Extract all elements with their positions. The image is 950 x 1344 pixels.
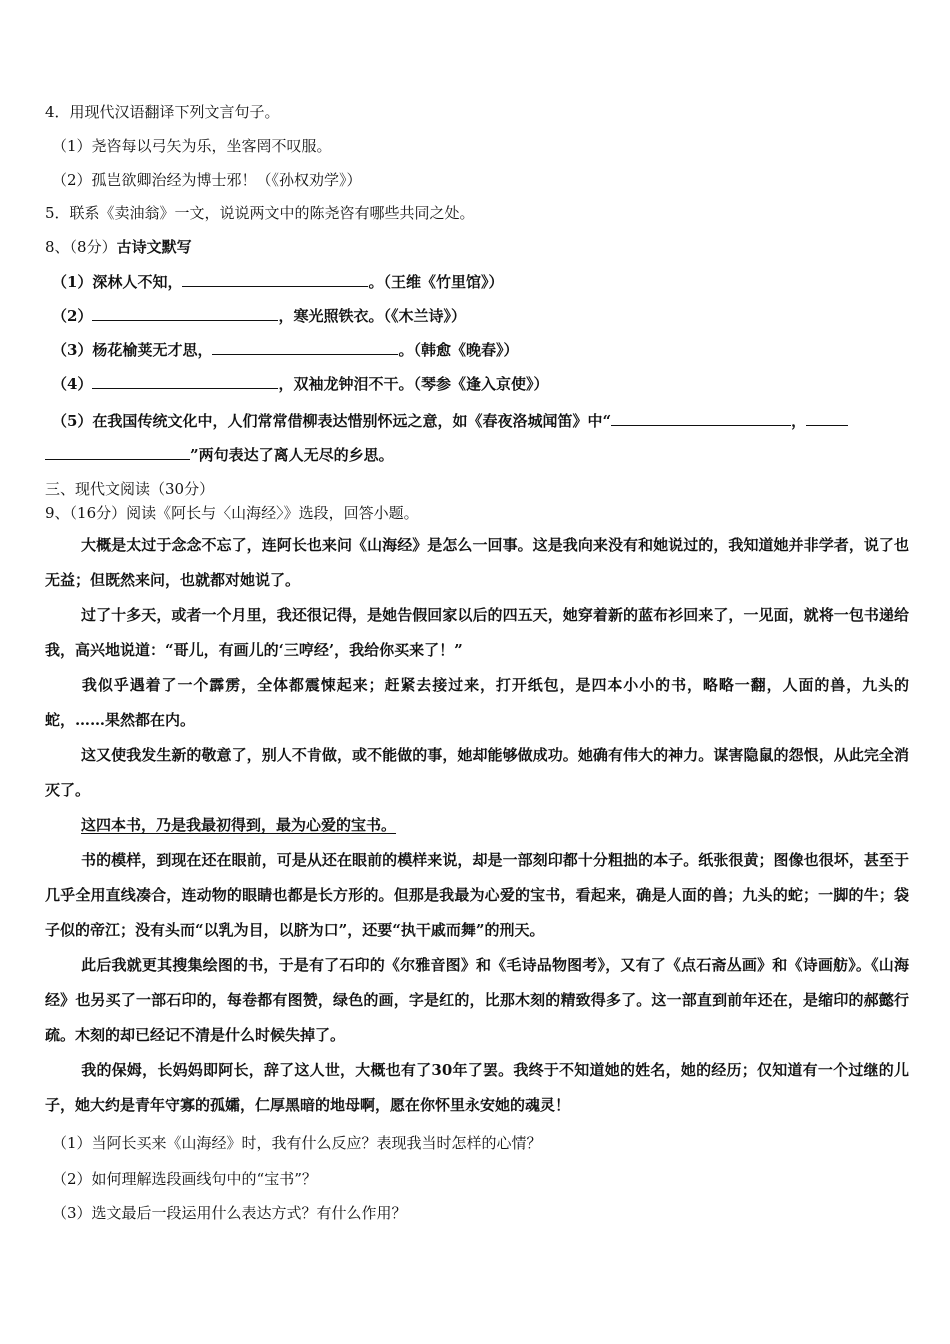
q8-heading (45, 237, 192, 257)
q8-item-5-comma: ， (791, 412, 807, 430)
passage-paragraph-4 (45, 738, 909, 808)
q8-prefix: 8、（8分） (45, 238, 117, 256)
q4-sentence-2: （2）孤岂欲卿治经为博士邪！（《孙权劝学》） (52, 171, 362, 189)
passage-paragraph-5-underlined (45, 808, 909, 843)
q9-subquestion-3: （3）选文最后一段运用什么表达方式？有什么作用？ (52, 1204, 407, 1222)
q8-item-1-text: （1）深林人不知， (52, 273, 183, 291)
answer-blank[interactable] (182, 271, 368, 287)
q4-title: 4．用现代汉语翻译下列文言句子。 (45, 103, 280, 121)
paragraph-text: 我的保姆，长妈妈即阿长，辞了这人世，大概也有了30年了罢。我终于不知道她的姓名，她的经历；仅知道有一个过继的儿子，她大约是青年守寡的孤孀，仁厚黑暗的地母啊，愿在你怀里永安她的魂灵！ (45, 1061, 909, 1114)
paragraph-text: 书的模样，到现在还在眼前，可是从还在眼前的模样来说，却是一部刻印都十分粗拙的本子。纸张很黄；图像也很坏，甚至于几乎全用直线凑合，连动物的眼睛也都是长方形的。但那是我最为心爱的宝书，看起来，确是人面的兽；九头的蛇；一脚的牛；袋子似的帝江；没有头而“以乳为目，以脐为口”，还要“执干戚而舞”的刑天。 (45, 851, 909, 939)
paragraph-text: 过了十多天，或者一个月里，我还很记得，是她告假回家以后的四五天，她穿着新的蓝布衫回来了，一见面，就将一包书递给我，高兴地说道：“哥儿，有画儿的‘三哼经’，我给你买来了！” (45, 606, 909, 659)
q9-title: 9、（16分）阅读《阿长与〈山海经〉》选段，回答小题。 (45, 504, 419, 522)
q8-item-4-source: ，双袖龙钟泪不干。（琴参《逢入京使》） (278, 375, 549, 393)
q8-item-3-source: 。（韩愈《晚春》） (398, 341, 519, 359)
answer-blank[interactable] (92, 373, 278, 389)
q4-sentence-1: （1）尧咨每以弓矢为乐，坐客罔不叹服。 (52, 137, 332, 155)
q8-item-5-cont (45, 444, 394, 465)
answer-blank[interactable] (92, 305, 278, 321)
answer-blank[interactable] (45, 444, 190, 460)
paragraph-text: 此后我就更其搜集绘图的书，于是有了石印的《尔雅音图》和《毛诗品物图考》，又有了《点石斋丛画》和《诗画舫》。《山海经》也另买了一部石印的，每卷都有图赞，绿色的画，字是红的，比那木刻的精致得多了。这一部直到前年还在，是缩印的郝懿行疏。木刻的却已经记不清是什么时候失掉了。 (45, 956, 909, 1044)
paragraph-text: 大概是太过于念念不忘了，连阿长也来问《山海经》是怎么一回事。这是我向来没有和她说过的，我知道她并非学者，说了也无益；但既然来问，也就都对她说了。 (45, 536, 909, 589)
q8-item-4 (52, 373, 548, 394)
answer-blank[interactable] (806, 410, 848, 426)
q8-item-3 (52, 339, 518, 360)
paragraph-text: 这又使我发生新的敬意了，别人不肯做，或不能做的事，她却能够做成功。她确有伟大的神力。谋害隐鼠的怨恨，从此完全消灭了。 (45, 746, 909, 799)
passage-paragraph-1 (45, 528, 909, 598)
paragraph-text: 我似乎遇着了一个霹雳，全体都震悚起来；赶紧去接过来，打开纸包，是四本小小的书，略略一翻，人面的兽，九头的蛇，……果然都在内。 (45, 676, 909, 729)
passage-paragraph-7 (45, 948, 909, 1053)
q8-item-5 (52, 410, 848, 431)
q8-item-1-source: 。（王维《竹里馆》） (368, 273, 504, 291)
passage-paragraph-2 (45, 598, 909, 668)
q8-item-5-text: （5）在我国传统文化中，人们常常借柳表达惜别怀远之意，如《春夜洛城闻笛》中“ (52, 412, 612, 430)
q9-subquestion-1: （1）当阿长买来《山海经》时，我有什么反应？表现我当时怎样的心情？ (52, 1134, 542, 1152)
answer-blank[interactable] (212, 339, 398, 355)
q8-item-1 (52, 271, 503, 292)
q9-subquestion-2: （2）如何理解选段画线句中的“宝书”？ (52, 1170, 317, 1188)
q8-item-4-text: （4） (52, 375, 93, 393)
section-3-heading: 三、现代文阅读（30分） (45, 480, 215, 498)
q8-item-5-ending: ”两句表达了离人无尽的乡思。 (190, 446, 394, 464)
passage-paragraph-3 (45, 668, 909, 738)
underlined-sentence: 这四本书，乃是我最初得到，最为心爱的宝书。 (81, 816, 397, 834)
answer-blank[interactable] (611, 410, 791, 426)
q8-item-2-text: （2） (52, 307, 93, 325)
q8-title: 古诗文默写 (116, 238, 192, 256)
passage-paragraph-6 (45, 843, 909, 948)
passage-paragraph-8 (45, 1053, 909, 1123)
q8-item-2-source: ，寒光照铁衣。（《木兰诗》） (278, 307, 466, 325)
q5-question: 5．联系《卖油翁》一文，说说两文中的陈尧咨有哪些共同之处。 (45, 204, 475, 222)
q8-item-3-text: （3）杨花榆荚无才思， (52, 341, 213, 359)
q8-item-2 (52, 305, 466, 326)
